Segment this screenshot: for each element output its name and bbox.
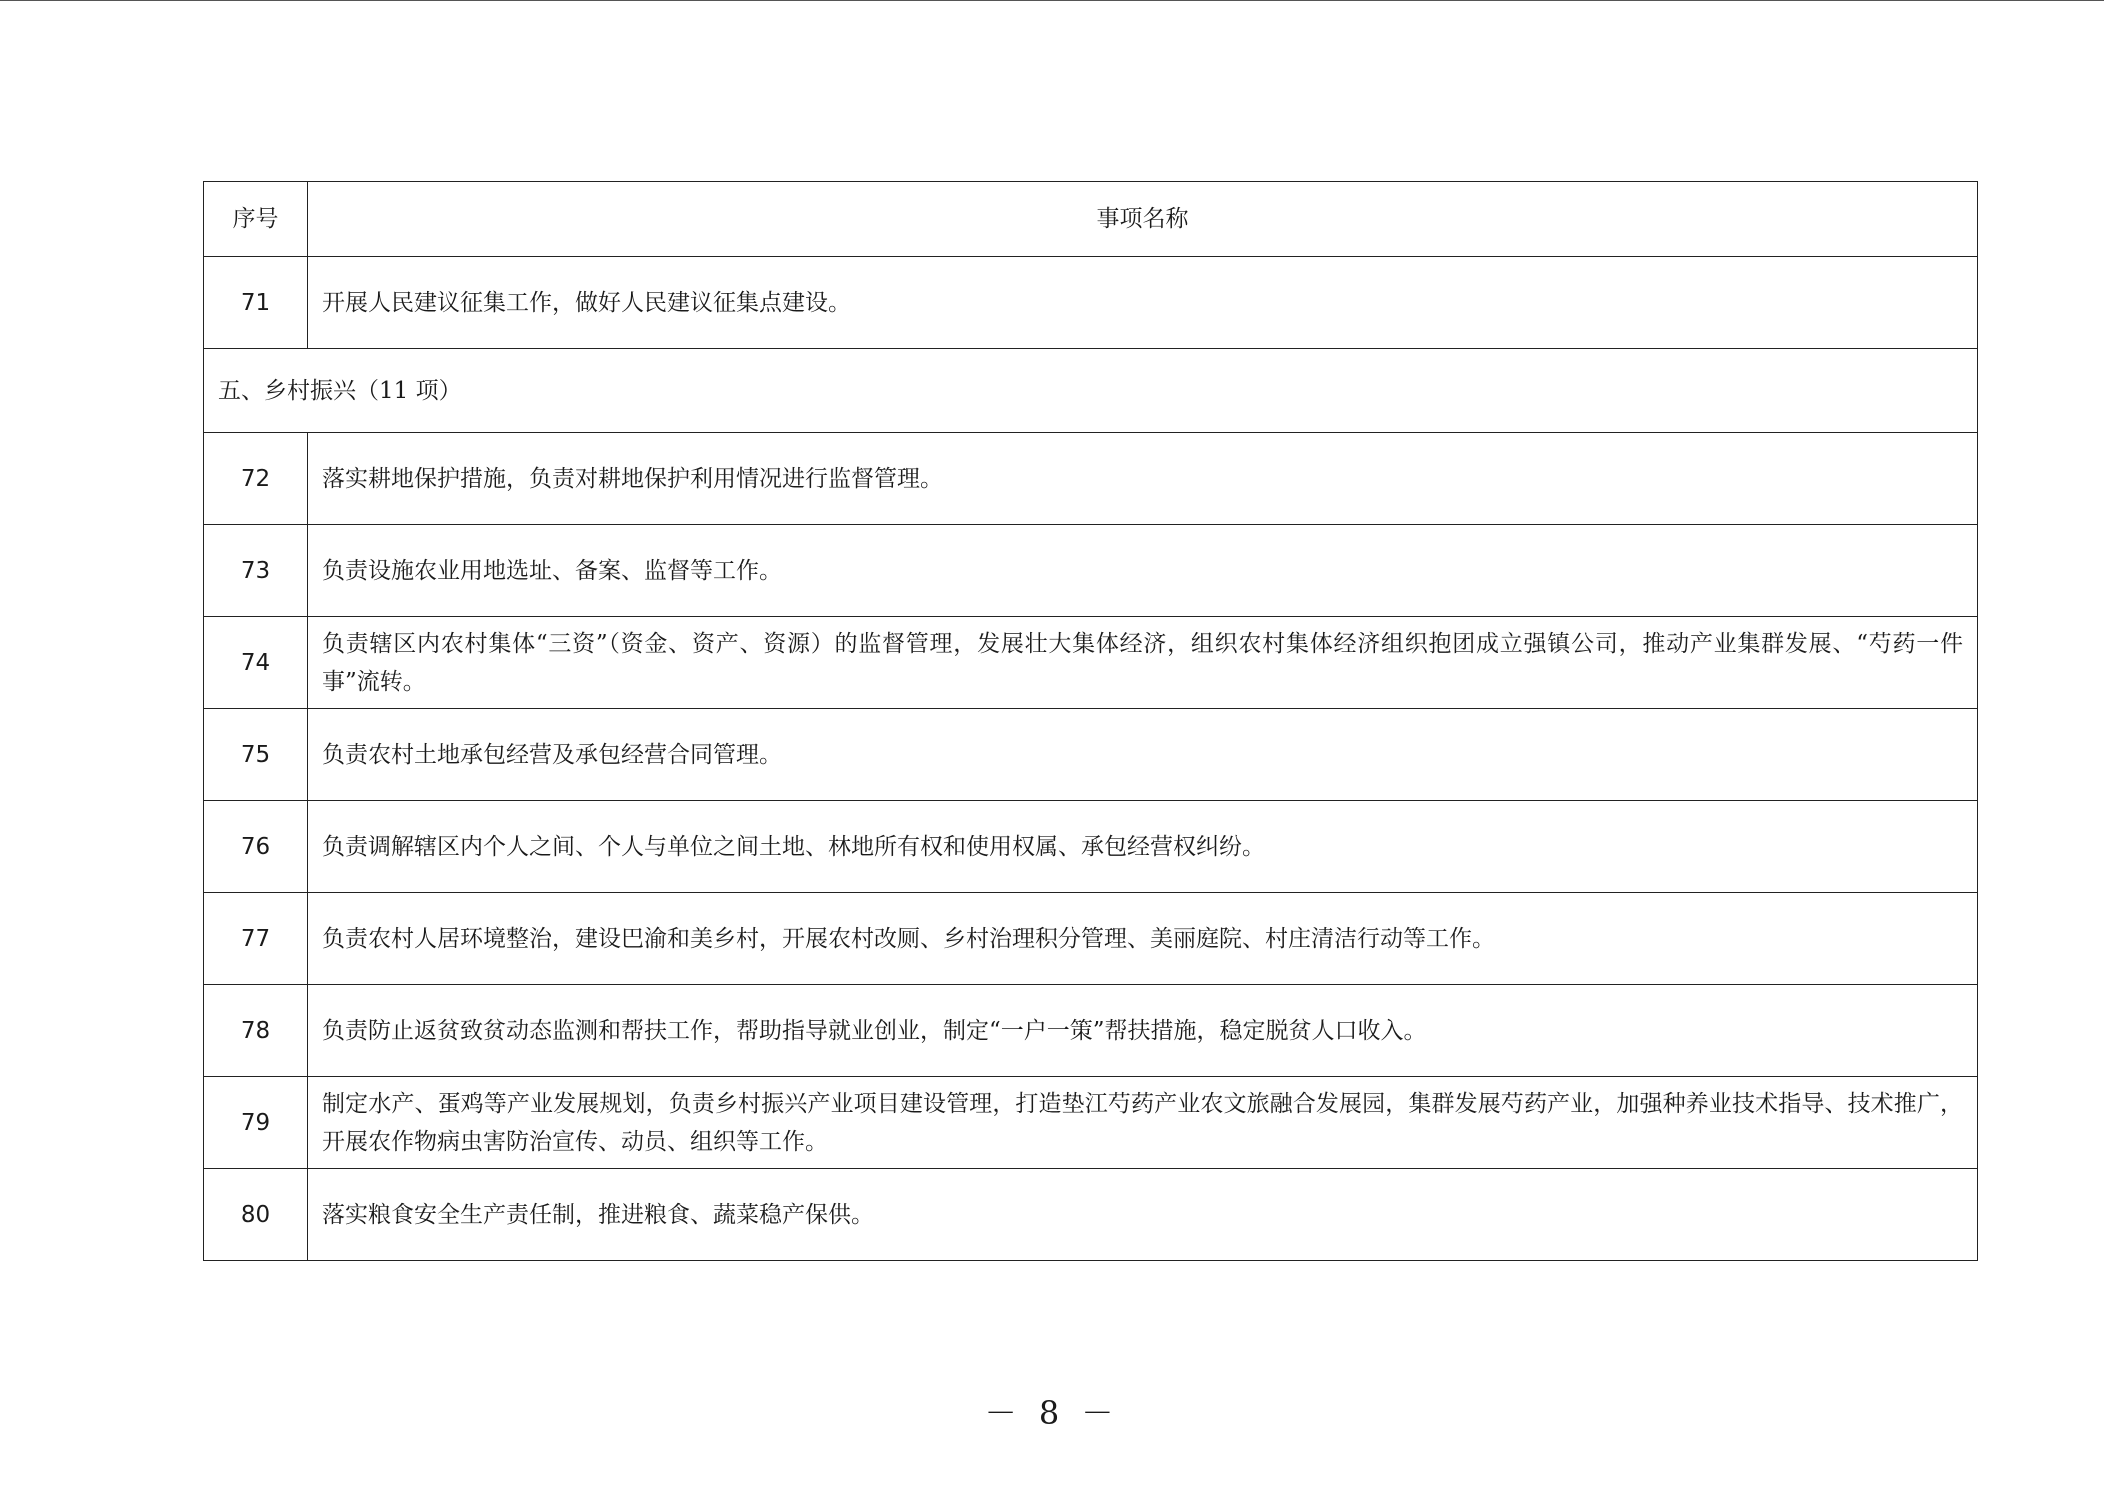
row-item-text: 负责农村土地承包经营及承包经营合同管理。 xyxy=(308,709,1978,801)
header-item-name: 事项名称 xyxy=(308,182,1978,257)
row-number: 79 xyxy=(204,1077,308,1169)
row-item-text: 落实粮食安全生产责任制，推进粮食、蔬菜稳产保供。 xyxy=(308,1169,1978,1261)
page-number: － 8 － xyxy=(984,1394,1120,1432)
section-title: 五、乡村振兴（11 项） xyxy=(204,349,1978,433)
row-item-text: 负责设施农业用地选址、备案、监督等工作。 xyxy=(308,525,1978,617)
row-number: 72 xyxy=(204,433,308,525)
table-row xyxy=(204,985,1978,1077)
table-row xyxy=(204,893,1978,985)
row-item-text: 负责辖区内农村集体“三资”（资金、资产、资源）的监督管理，发展壮大集体经济，组织农村集体经济组织抱团成立强镇公司，推动产业集群发展、“芍药一件事”流转。 xyxy=(308,617,1978,709)
row-item-text: 负责防止返贫致贫动态监测和帮扶工作，帮助指导就业创业，制定“一户一策”帮扶措施，稳定脱贫人口收入。 xyxy=(308,985,1978,1077)
row-item-text: 制定水产、蛋鸡等产业发展规划，负责乡村振兴产业项目建设管理，打造垫江芍药产业农文旅融合发展园，集群发展芍药产业，加强种养业技术指导、技术推广，开展农作物病虫害防治宣传、动员、组织等工作。 xyxy=(308,1077,1978,1169)
table-row xyxy=(204,525,1978,617)
table-row xyxy=(204,257,1978,349)
row-number: 71 xyxy=(204,257,308,349)
row-item-text: 负责调解辖区内个人之间、个人与单位之间土地、林地所有权和使用权属、承包经营权纠纷。 xyxy=(308,801,1978,893)
section-heading-row xyxy=(204,349,1978,433)
row-number: 73 xyxy=(204,525,308,617)
row-number: 76 xyxy=(204,801,308,893)
row-number: 78 xyxy=(204,985,308,1077)
table-row xyxy=(204,1169,1978,1261)
table-row xyxy=(204,709,1978,801)
row-number: 77 xyxy=(204,893,308,985)
top-border-line xyxy=(0,0,2104,1)
table-row xyxy=(204,617,1978,709)
row-number: 80 xyxy=(204,1169,308,1261)
duty-items-table xyxy=(203,181,1978,1261)
table-header-row xyxy=(204,182,1978,257)
table-row xyxy=(204,433,1978,525)
header-number: 序号 xyxy=(204,182,308,257)
table-row xyxy=(204,1077,1978,1169)
table-row xyxy=(204,801,1978,893)
row-number: 75 xyxy=(204,709,308,801)
row-number: 74 xyxy=(204,617,308,709)
row-item-text: 开展人民建议征集工作，做好人民建议征集点建设。 xyxy=(308,257,1978,349)
row-item-text: 落实耕地保护措施，负责对耕地保护利用情况进行监督管理。 xyxy=(308,433,1978,525)
row-item-text: 负责农村人居环境整治，建设巴渝和美乡村，开展农村改厕、乡村治理积分管理、美丽庭院、村庄清洁行动等工作。 xyxy=(308,893,1978,985)
